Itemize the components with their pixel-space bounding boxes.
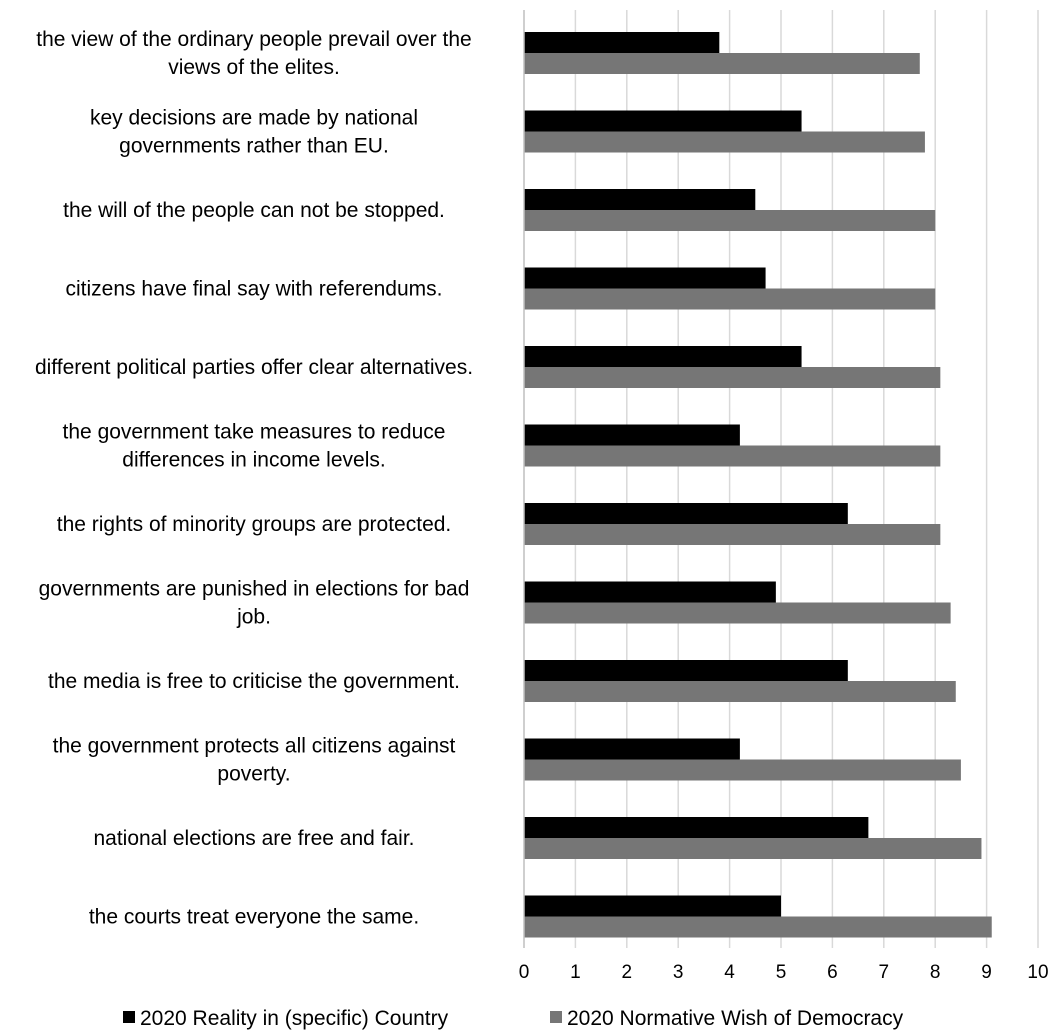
category-label-line: the courts treat everyone the same.: [88, 905, 420, 929]
x-tick-label: 2: [621, 962, 633, 983]
category-label: [65, 278, 442, 301]
category-label: [63, 421, 446, 472]
x-tick-labels: [519, 962, 1049, 983]
bar-reality: [524, 32, 719, 53]
category-label-line: the will of the people can not be stopped.: [63, 199, 445, 222]
category-label-line: governments are punished in elections for bad: [38, 577, 470, 601]
category-label-line: job.: [237, 605, 271, 629]
category-label: [93, 827, 414, 850]
legend-label-reality: 2020 Reality in (specific) Country: [140, 1007, 449, 1030]
category-label: [35, 356, 473, 379]
bar-normative-wish: [524, 289, 935, 310]
bar-normative-wish: [524, 681, 956, 702]
category-label-line: governments rather than EU.: [119, 134, 389, 158]
x-tick-label: 9: [981, 962, 992, 983]
bar-reality: [524, 111, 802, 132]
category-label-line: the media is free to criticise the government.: [47, 670, 461, 693]
x-tick-label: 5: [775, 962, 787, 983]
legend-swatch-reality: [123, 1011, 135, 1023]
legend: [123, 1007, 904, 1030]
category-label: [36, 28, 471, 79]
legend-label-normative-wish: 2020 Normative Wish of Democracy: [567, 1007, 904, 1030]
bar-normative-wish: [524, 132, 925, 153]
bar-reality: [524, 739, 740, 760]
category-label: [63, 199, 445, 222]
bar-normative-wish: [524, 53, 920, 74]
category-label-line: views of the elites.: [168, 56, 340, 79]
bar-normative-wish: [524, 603, 951, 624]
bar-normative-wish: [524, 917, 992, 938]
x-tick-label: 0: [518, 962, 530, 983]
category-label: [53, 735, 456, 786]
bar-reality: [524, 896, 781, 917]
bar-reality: [524, 425, 740, 446]
x-tick-label: 8: [929, 962, 941, 983]
bars: [524, 32, 992, 938]
x-tick-label: 6: [827, 962, 838, 983]
bar-reality: [524, 268, 766, 289]
category-label-line: key decisions are made by national: [89, 106, 419, 130]
category-label-line: differences in income levels.: [122, 448, 386, 472]
category-label: [89, 906, 419, 929]
x-tick-label: 1: [570, 962, 581, 983]
category-label-line: national elections are free and fair.: [93, 827, 415, 850]
category-label-line: poverty.: [217, 762, 291, 786]
bar-reality: [524, 346, 802, 367]
category-label-line: the government protects all citizens against: [52, 734, 456, 758]
category-label-line: citizens have final say with referendums.: [65, 277, 443, 301]
category-label: [90, 107, 418, 158]
category-label: [39, 578, 470, 629]
x-tick-label: 7: [878, 962, 890, 983]
category-label-line: the view of the ordinary people prevail over the: [36, 28, 472, 51]
x-tick-label: 3: [672, 962, 684, 983]
category-label: [48, 670, 460, 693]
category-label-line: the government take measures to reduce: [62, 420, 446, 444]
bar-reality: [524, 660, 848, 681]
bar-reality: [524, 503, 848, 524]
legend-swatch-normative-wish: [550, 1011, 562, 1023]
x-tick-label: 4: [724, 962, 735, 983]
category-labels: [35, 28, 473, 929]
category-label-line: the rights of minority groups are protected.: [56, 513, 452, 536]
category-label: [57, 513, 452, 536]
bar-normative-wish: [524, 446, 940, 467]
bar-normative-wish: [524, 367, 940, 388]
bar-reality: [524, 582, 776, 603]
category-label-line: different political parties offer clear alternatives.: [34, 356, 474, 379]
bar-reality: [524, 189, 755, 210]
bar-normative-wish: [524, 838, 981, 859]
x-tick-label: 10: [1027, 962, 1049, 983]
bar-normative-wish: [524, 210, 935, 231]
bar-reality: [524, 817, 868, 838]
bar-normative-wish: [524, 760, 961, 781]
bar-normative-wish: [524, 524, 940, 545]
